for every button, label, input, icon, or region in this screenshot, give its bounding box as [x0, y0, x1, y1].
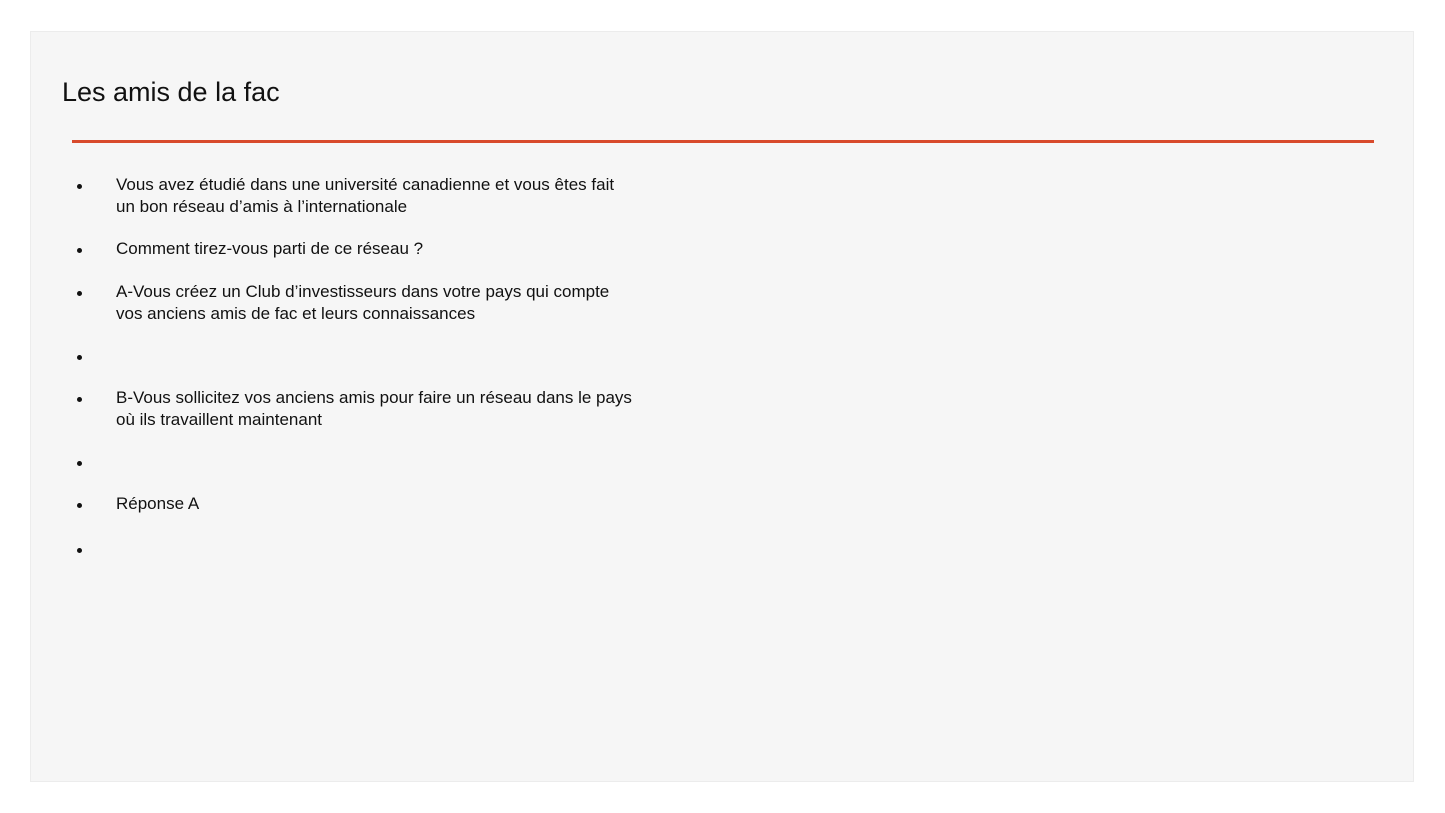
bullet-item: [75, 345, 635, 367]
slide-title: Les amis de la fac: [62, 77, 280, 107]
bullet-item: [75, 174, 635, 218]
bullet-dot-icon: [77, 461, 82, 466]
bullet-dot-icon: [77, 397, 82, 402]
bullet-item: [75, 493, 635, 515]
bullet-item: [75, 281, 635, 325]
slide: [30, 31, 1414, 782]
title-divider: [72, 140, 1374, 143]
bullet-text: [116, 451, 635, 473]
bullet-dot-icon: [77, 291, 82, 296]
bullet-text: B-Vous sollicitez vos anciens amis pour faire un réseau dans le pays où ils travaillent maintenant: [116, 388, 632, 429]
bullet-dot-icon: [77, 184, 82, 189]
bullet-dot-icon: [77, 548, 82, 553]
bullet-item: [75, 538, 635, 560]
bullet-item: [75, 387, 635, 431]
bullet-dot-icon: [77, 355, 82, 360]
bullet-dot-icon: [77, 248, 82, 253]
bullet-text: Comment tirez-vous parti de ce réseau ?: [116, 239, 424, 258]
bullet-item: [75, 238, 635, 260]
bullet-text: [116, 538, 635, 560]
bullet-list: [75, 174, 635, 560]
bullet-text: [116, 345, 635, 367]
bullet-text: Réponse A: [116, 494, 200, 513]
bullet-dot-icon: [77, 503, 82, 508]
bullet-text: Vous avez étudié dans une université canadienne et vous êtes fait un bon réseau d’amis à l’internationale: [116, 175, 615, 216]
bullet-item: [75, 451, 635, 473]
bullet-text: A-Vous créez un Club d’investisseurs dans votre pays qui compte vos anciens amis de fac et leurs connaissances: [116, 282, 610, 323]
